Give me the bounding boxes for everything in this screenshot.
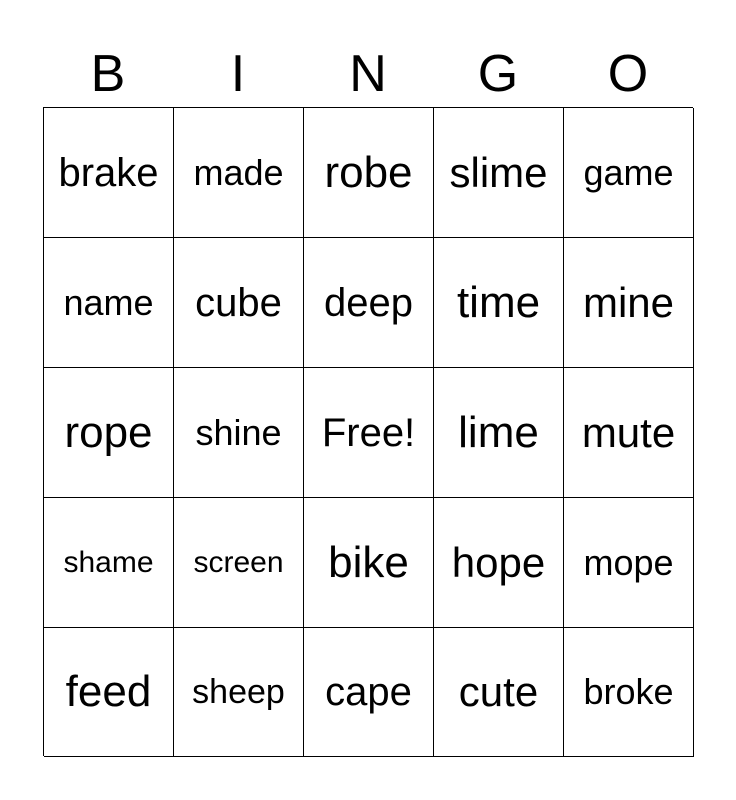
bingo-cell[interactable]: cube <box>174 238 304 368</box>
header-letter-i: I <box>230 45 246 103</box>
bingo-cell[interactable]: deep <box>304 238 434 368</box>
bingo-cell[interactable]: brake <box>44 108 174 238</box>
header-letter-n: N <box>349 45 387 103</box>
bingo-cell[interactable]: mute <box>564 368 694 498</box>
bingo-header <box>43 40 693 108</box>
bingo-cell[interactable]: mine <box>564 238 694 368</box>
bingo-board <box>43 107 693 756</box>
header-letter-b: B <box>90 45 126 103</box>
bingo-cell[interactable]: hope <box>434 498 564 628</box>
bingo-cell[interactable]: time <box>434 238 564 368</box>
free-space-cell[interactable]: Free! <box>304 368 434 498</box>
bingo-cell[interactable]: slime <box>434 108 564 238</box>
bingo-cell[interactable]: sheep <box>174 628 304 757</box>
header-letter-g: G <box>477 45 519 103</box>
bingo-cell[interactable]: lime <box>434 368 564 498</box>
bingo-cell[interactable]: made <box>174 108 304 238</box>
bingo-cell[interactable]: shame <box>44 498 174 628</box>
bingo-cell[interactable]: shine <box>174 368 304 498</box>
bingo-cell[interactable]: name <box>44 238 174 368</box>
header-letter-o: O <box>607 45 649 103</box>
bingo-cell[interactable]: broke <box>564 628 694 757</box>
bingo-cell[interactable]: feed <box>44 628 174 757</box>
bingo-cell[interactable]: cape <box>304 628 434 757</box>
bingo-cell[interactable]: bike <box>304 498 434 628</box>
bingo-cell[interactable]: mope <box>564 498 694 628</box>
bingo-cell[interactable]: cute <box>434 628 564 757</box>
bingo-cell[interactable]: game <box>564 108 694 238</box>
bingo-cell[interactable]: robe <box>304 108 434 238</box>
bingo-cell[interactable]: rope <box>44 368 174 498</box>
bingo-cell[interactable]: screen <box>174 498 304 628</box>
